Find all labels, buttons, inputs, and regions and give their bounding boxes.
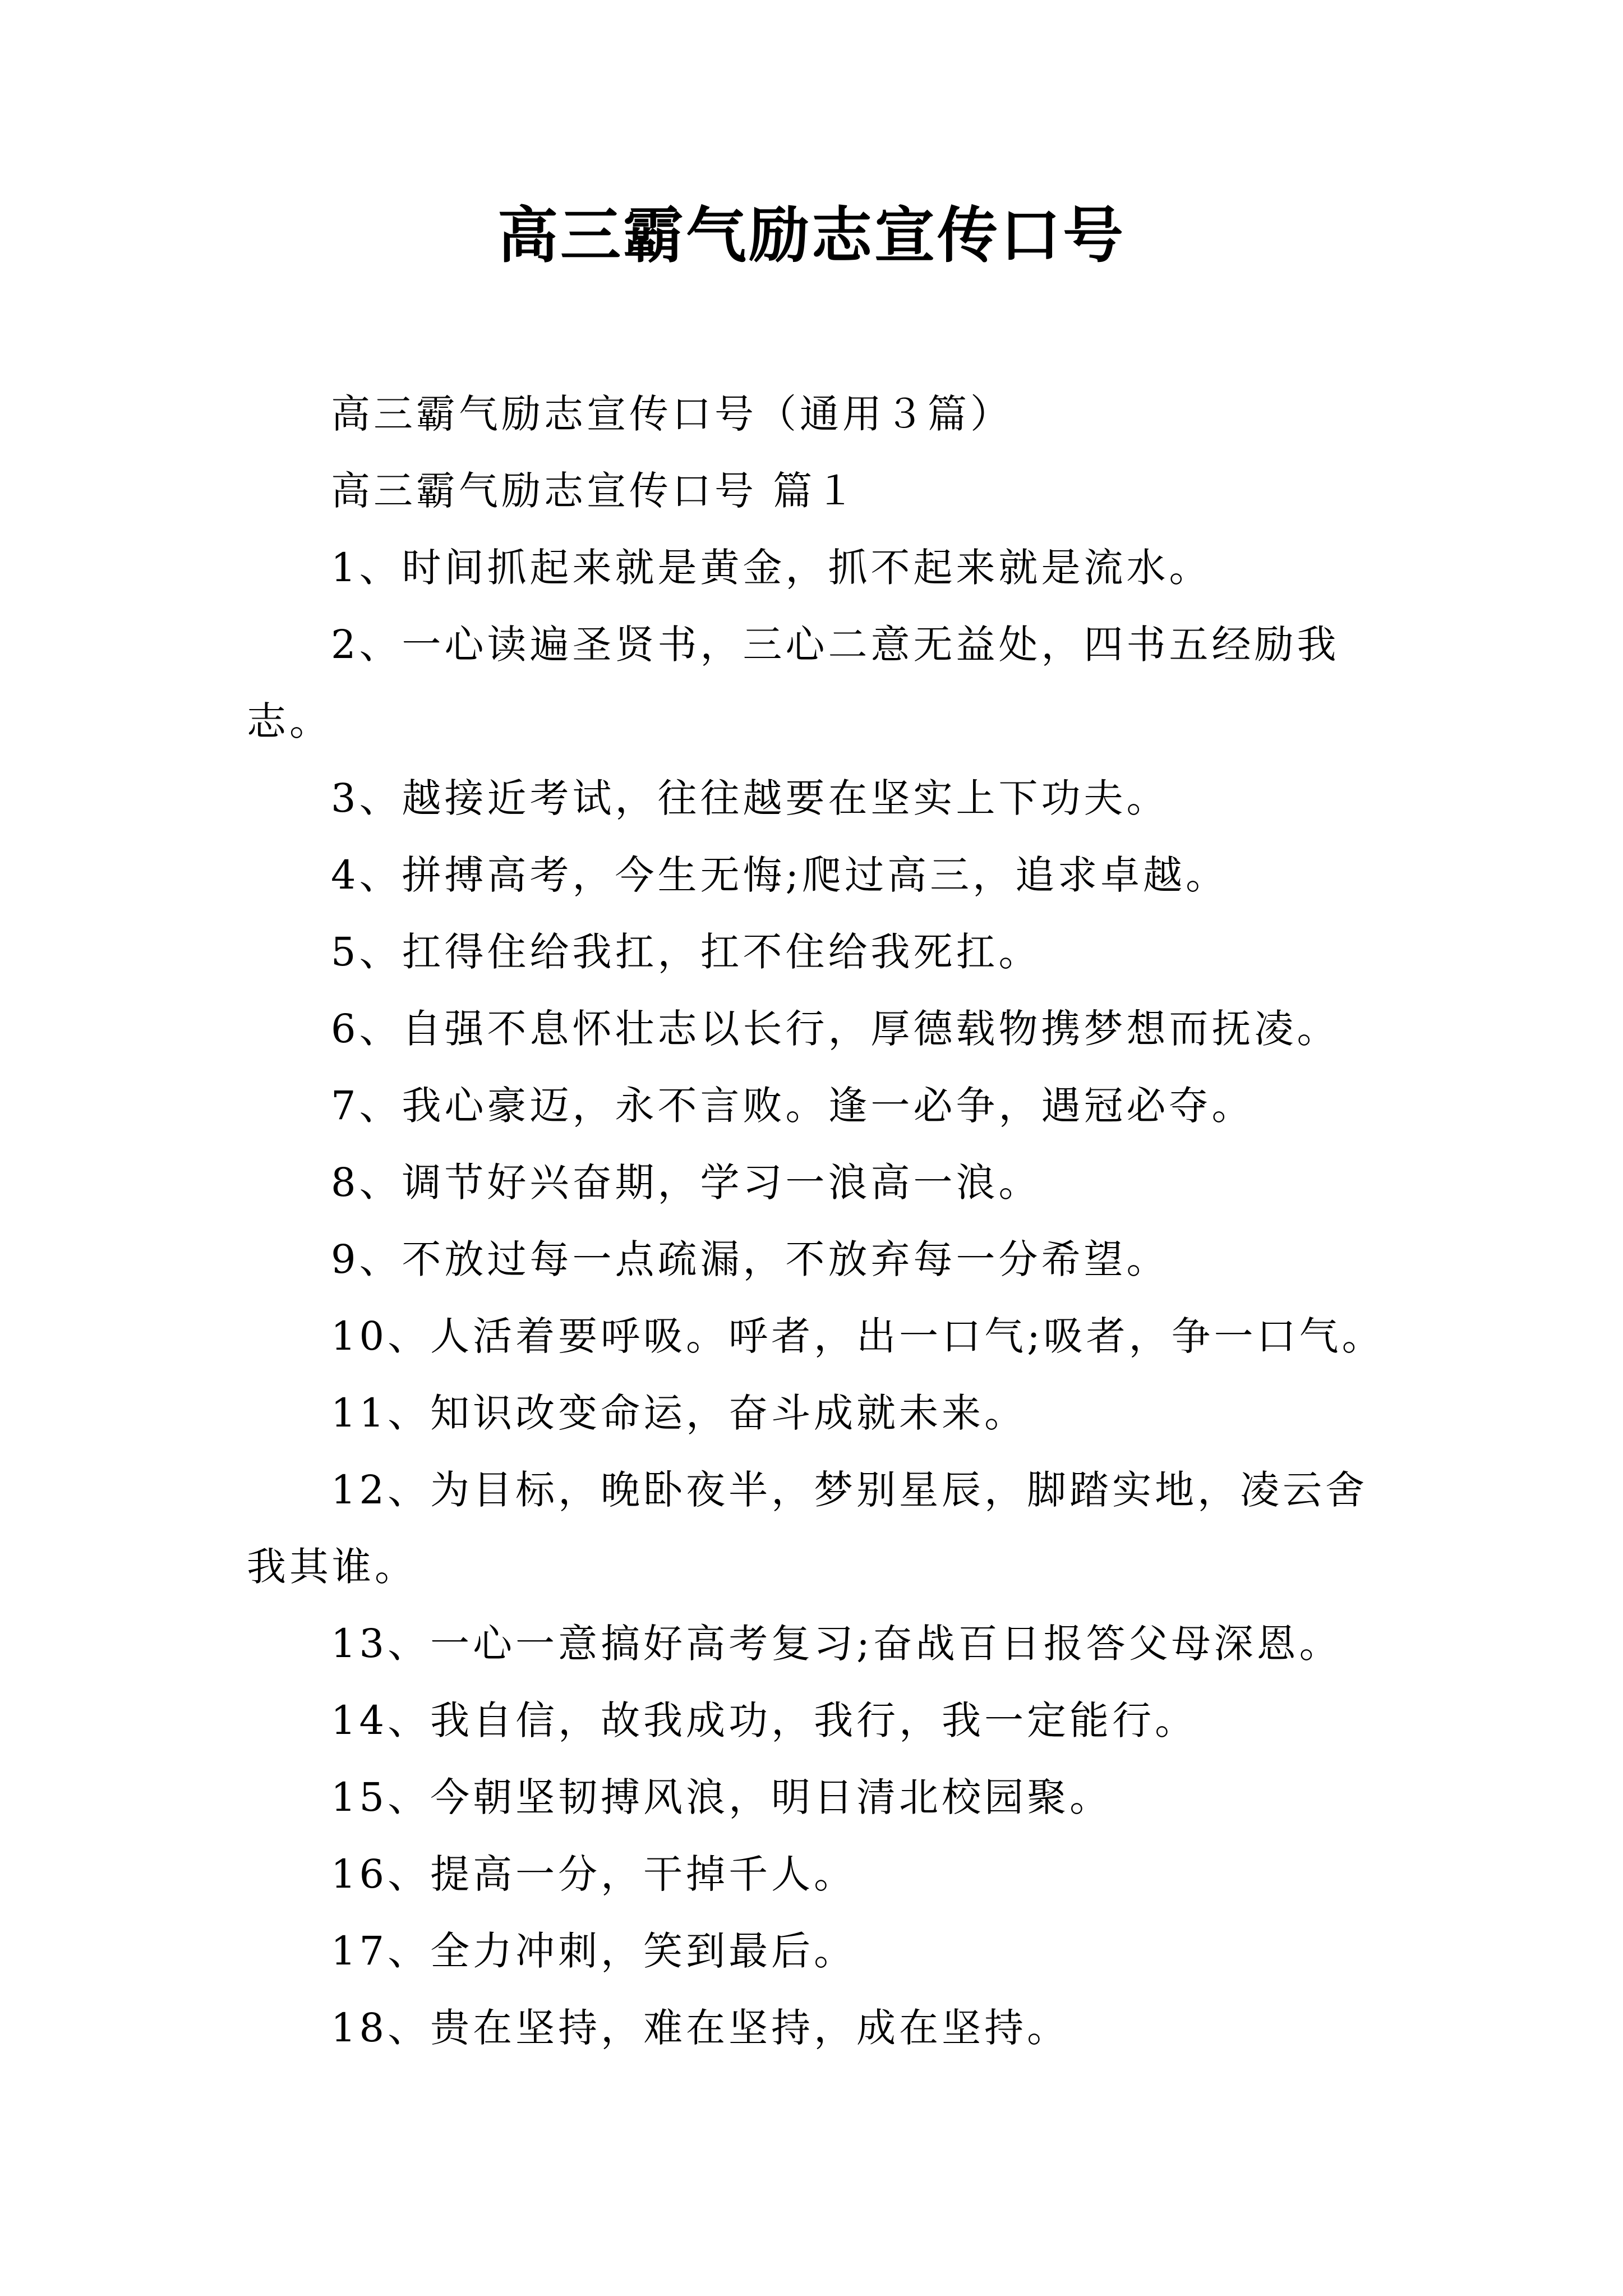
paragraph: 13、一心一意搞好高考复习;奋战百日报答父母深恩。: [331, 1621, 1342, 1667]
paragraph: 4、拼搏高考，今生无悔;爬过高三，追求卓越。: [331, 852, 1229, 898]
paragraph: 18、贵在坚持，难在坚持，成在坚持。: [331, 2005, 1070, 2051]
paragraph: 12、为目标，晚卧夜半，梦别星辰，脚踏实地，凌云舍我其谁。: [247, 1467, 1368, 1590]
paragraph: 17、全力冲刺，笑到最后。: [331, 1928, 857, 1974]
paragraph: 5、扛得住给我扛，扛不住给我死扛。: [331, 929, 1041, 975]
paragraph: 7、我心豪迈，永不言败。逢一必争，遇冠必夺。: [331, 1083, 1255, 1129]
paragraph: 10、人活着要呼吸。呼者，出一口气;吸者，争一口气。: [331, 1313, 1385, 1359]
paragraph: 14、我自信，故我成功，我行，我一定能行。: [331, 1697, 1198, 1743]
paragraph: 11、知识改变命运，奋斗成就未来。: [331, 1390, 1027, 1436]
document-title: 高三霸气励志宣传口号: [497, 200, 1126, 271]
paragraph: 1、时间抓起来就是黄金，抓不起来就是流水。: [331, 545, 1212, 591]
paragraph: 3、越接近考试，往往越要在坚实上下功夫。: [331, 775, 1169, 821]
paragraph: 16、提高一分，干掉千人。: [331, 1851, 857, 1897]
paragraph: 9、不放过每一点疏漏，不放弃每一分希望。: [331, 1236, 1169, 1282]
paragraph: 15、今朝坚韧搏风浪，明日清北校园聚。: [331, 1774, 1113, 1820]
paragraph: 高三霸气励志宣传口号 篇１: [331, 468, 859, 514]
paragraph: 高三霸气励志宣传口号（通用３篇）: [331, 391, 1013, 437]
document-body: [247, 376, 1396, 2067]
paragraph: 6、自强不息怀壮志以长行，厚德载物携梦想而抚凌。: [331, 1006, 1340, 1052]
paragraph: 8、调节好兴奋期，学习一浪高一浪。: [331, 1159, 1041, 1205]
paragraph: 2、一心读遍圣贤书，三心二意无益处，四书五经励我志。: [247, 622, 1340, 744]
